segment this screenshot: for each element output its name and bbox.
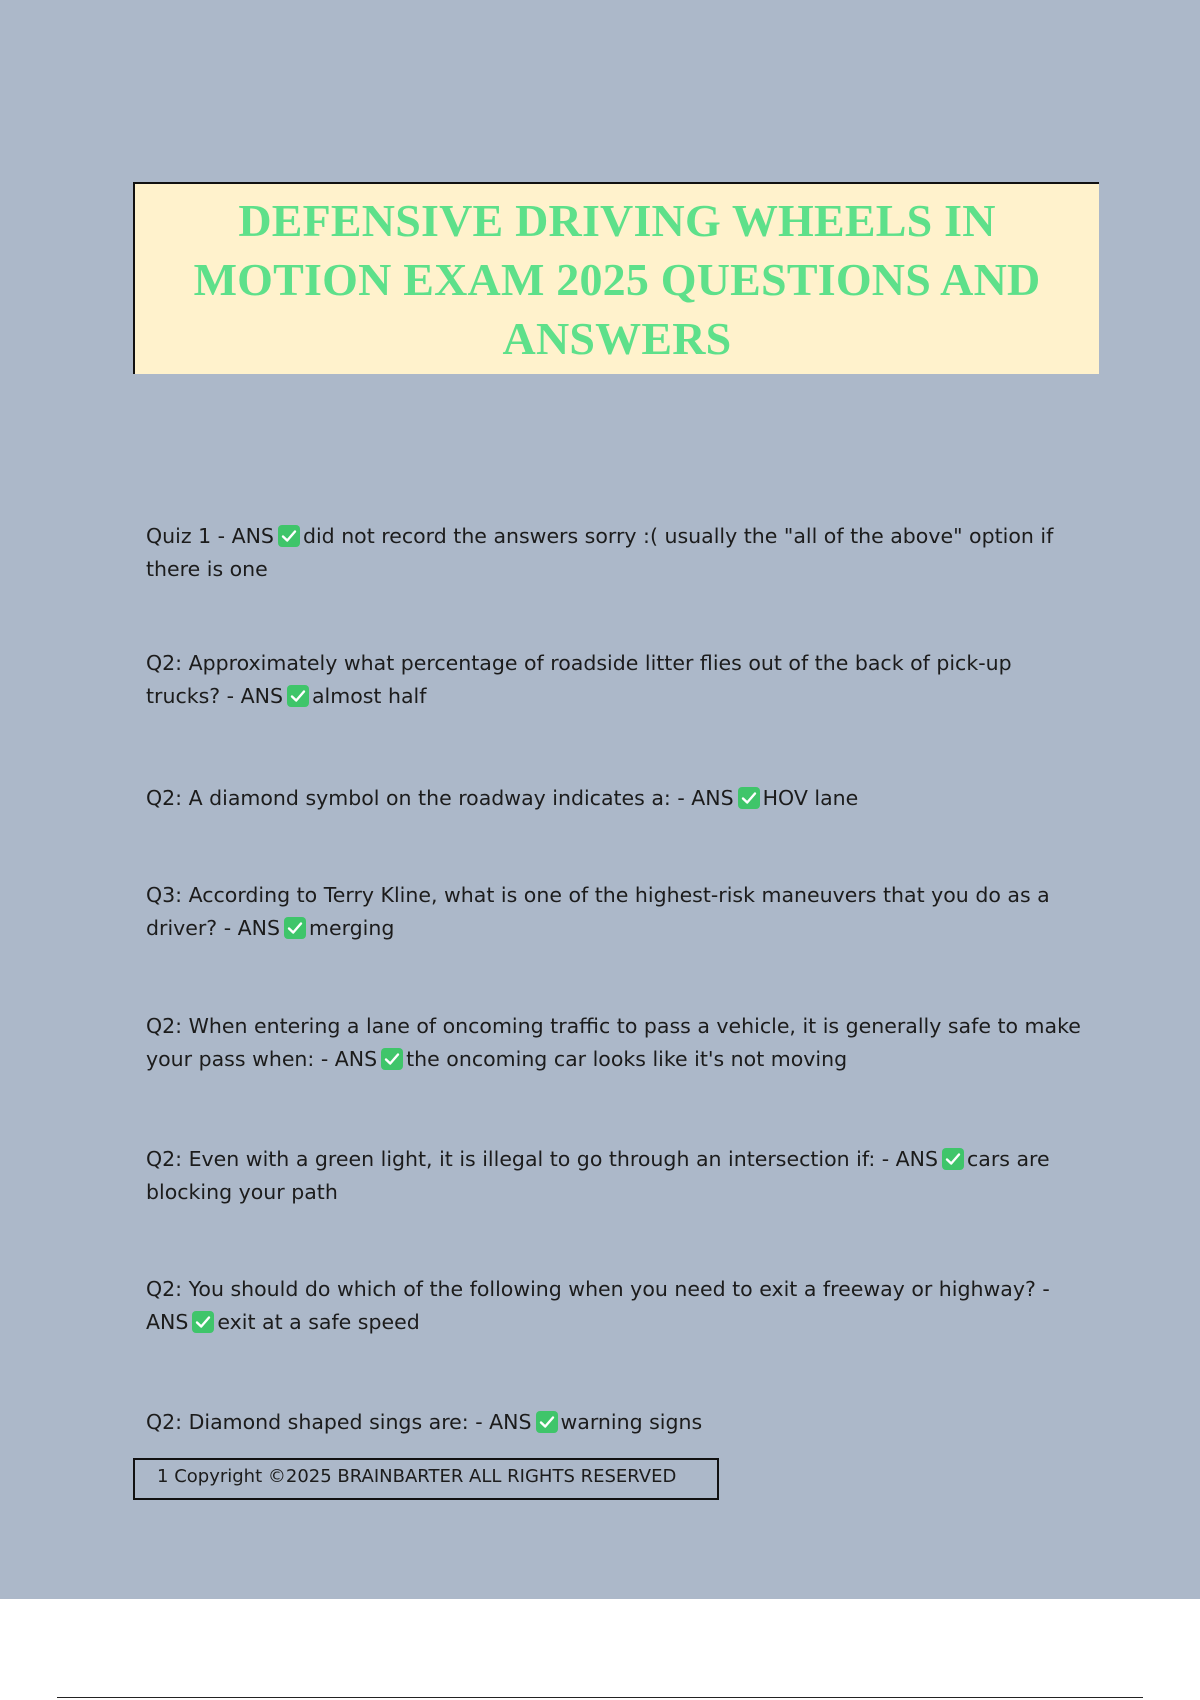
answer-marker: ANS [895,1147,939,1171]
question-text: Q2: Approximately what percentage of roadside litter flies out of the back of pick-up trucks? - [146,651,1012,708]
qa-item [146,782,1086,815]
question-text: Q2: A diamond symbol on the roadway indicates a: - [146,786,692,810]
answer-text: warning signs [560,1410,703,1434]
answer-marker: ANS [240,684,283,708]
question-text: Quiz 1 - [146,524,232,548]
copyright-footer [133,1458,719,1500]
check-mark-icon [942,1148,964,1170]
qa-item [146,520,1086,586]
answer-marker: ANS [691,786,734,810]
copyright-text: Copyright ©2025 BRAINBARTER ALL RIGHTS RESERVED [174,1466,677,1487]
answer-text: cars are blocking your path [146,1147,1050,1204]
answer-text: exit at a safe speed [217,1310,420,1334]
title-banner [133,182,1099,374]
answer-marker: ANS [237,916,280,940]
question-text: Q3: According to Terry Kline, what is one of the highest-risk maneuvers that you do as a driver? - [146,883,1050,940]
answer-marker: ANS [334,1047,378,1071]
check-mark-icon [278,525,300,547]
question-text: Q2: Diamond shaped sings are: - [146,1410,490,1434]
qa-item [146,1010,1086,1076]
answer-text: merging [309,916,395,940]
question-text: Q2: When entering a lane of oncoming traffic to pass a vehicle, it is generally safe to make your pass when: - [146,1014,1081,1071]
question-text: Q2: You should do which of the following when you need to exit a freeway or highway? - [146,1277,1050,1301]
check-mark-icon [738,787,760,809]
check-mark-icon [192,1311,214,1333]
bottom-divider [57,1697,1143,1698]
check-mark-icon [381,1048,403,1070]
answer-text: HOV lane [762,786,859,810]
qa-item [146,1273,1086,1339]
answer-marker: ANS [231,524,274,548]
qa-item [146,1143,1086,1209]
answer-text: the oncoming car looks like it's not moving [406,1047,848,1071]
answer-marker: ANS [146,1310,189,1334]
answer-text: almost half [311,684,427,708]
question-text: Q2: Even with a green light, it is illegal to go through an intersection if: - [146,1147,896,1171]
title-line: MOTION EXAM 2025 QUESTIONS AND [193,253,1041,305]
answer-text: did not record the answers sorry :( usually the "all of the above" option if there is one [146,524,1054,581]
qa-item [146,879,1086,945]
title-line: DEFENSIVE DRIVING WHEELS IN [238,194,996,246]
check-mark-icon [536,1411,558,1433]
page-number: 1 [157,1466,169,1487]
document-title [194,191,1041,368]
answer-marker: ANS [489,1410,532,1434]
title-line: ANSWERS [502,312,732,364]
check-mark-icon [287,685,309,707]
qa-item [146,1406,1086,1439]
check-mark-icon [284,917,306,939]
qa-item [146,647,1086,713]
